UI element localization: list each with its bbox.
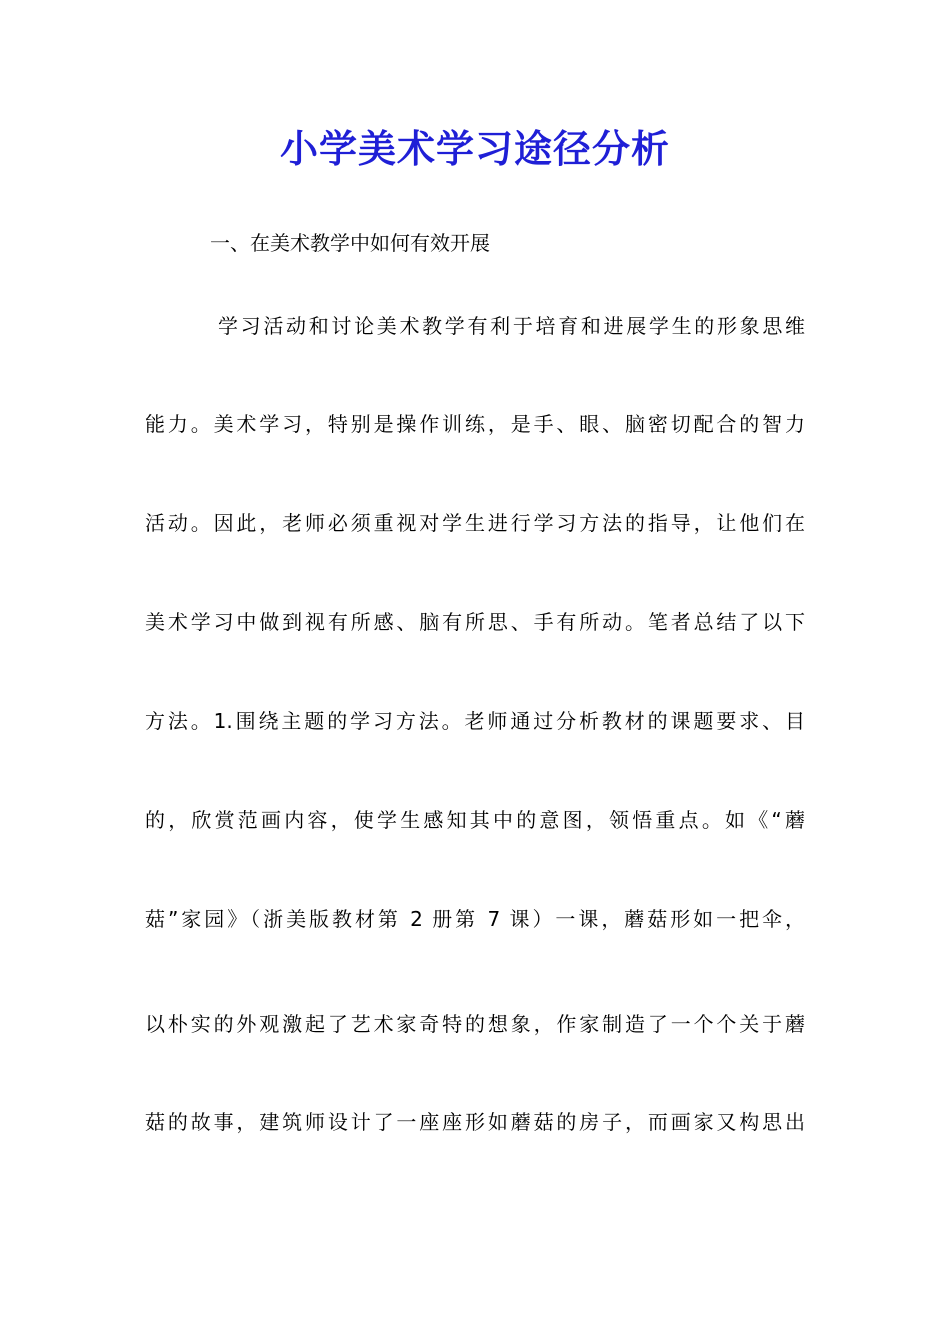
paragraph-line: 方法。1.围绕主题的学习方法。老师通过分析教材的课题要求、目 bbox=[145, 709, 805, 733]
paragraph-line: 以朴实的外观激起了艺术家奇特的想象，作家制造了一个个关于蘑 bbox=[145, 1012, 805, 1036]
paragraph-line: 菇”家园》（浙美版教材第 2 册第 7 课）一课，蘑菇形如一把伞， bbox=[145, 907, 805, 931]
paragraph-line: 能力。美术学习，特别是操作训练，是手、眼、脑密切配合的智力 bbox=[145, 412, 805, 436]
document-title: 小学美术学习途径分析 bbox=[279, 126, 670, 171]
paragraph-line: 菇的故事，建筑师设计了一座座形如蘑菇的房子，而画家又构思出 bbox=[145, 1110, 805, 1134]
section-heading: 一、在美术教学中如何有效开展 bbox=[210, 231, 490, 255]
paragraph-line: 美术学习中做到视有所感、脑有所思、手有所动。笔者总结了以下 bbox=[145, 610, 805, 634]
paragraph-line: 活动。因此，老师必须重视对学生进行学习方法的指导，让他们在 bbox=[145, 511, 805, 535]
paragraph-line: 的，欣赏范画内容，使学生感知其中的意图，领悟重点。如《“蘑 bbox=[145, 808, 805, 832]
paragraph-line: 学习活动和讨论美术教学有利于培育和进展学生的形象思维 bbox=[218, 314, 805, 338]
